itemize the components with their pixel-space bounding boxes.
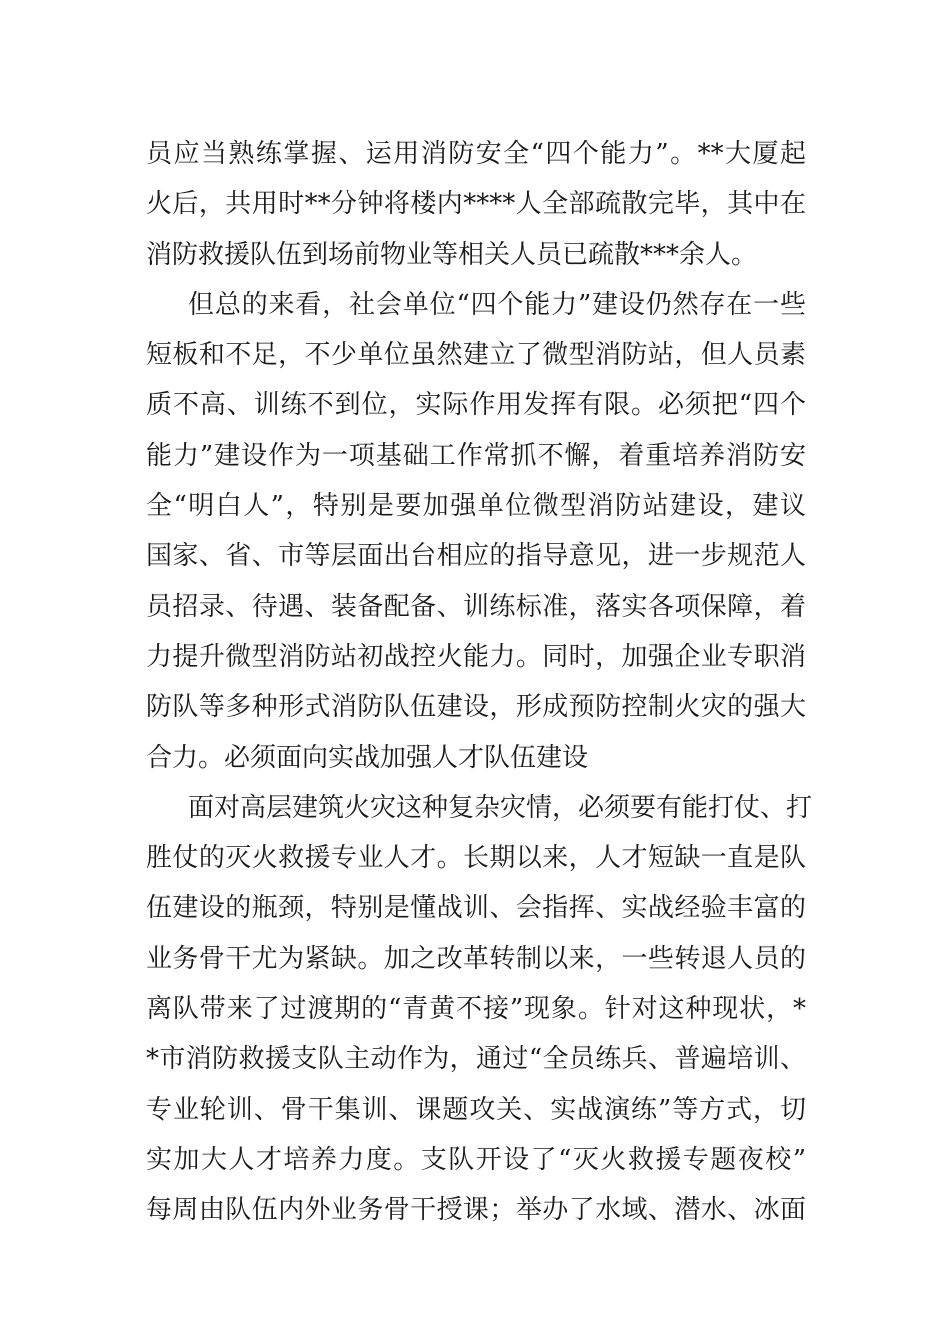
paragraph-2 [146, 280, 806, 783]
text-line: 实加大人才培养力度。支队开设了“灭火救援专题夜校” [146, 1144, 806, 1175]
text-line: 力提升微型消防站初战控火能力。同时，加强企业专职消 [146, 641, 806, 672]
text-line: 胜仗的灭火救援专业人才。长期以来，人才短缺一直是队 [146, 843, 806, 874]
text-line: 员应当熟练掌握、运用消防安全“四个能力”。**大厦起 [146, 139, 806, 169]
text-line: 但总的来看，社会单位“四个能力”建设仍然存在一些 [188, 289, 806, 320]
text-line: 国家、省、市等层面出台相应的指导意见，进一步规范人 [146, 541, 806, 572]
paragraph-3 [146, 783, 813, 1236]
text-line: 火后，共用时**分钟将楼内****人全部疏散完毕，其中在 [146, 189, 806, 220]
text-line: 防队等多种形式消防队伍建设，形成预防控制火灾的强大 [146, 692, 806, 723]
text-line: 质不高、训练不到位，实际作用发挥有限。必须把“四个 [146, 390, 806, 421]
document-body [146, 129, 813, 1236]
text-line: 每周由队伍内外业务骨干授课；举办了水域、潜水、冰面 [146, 1195, 806, 1226]
paragraph-1 [146, 129, 806, 280]
text-line: 伍建设的瓶颈，特别是懂战训、会指挥、实战经验丰富的 [146, 893, 806, 924]
text-line: *市消防救援支队主动作为，通过“全员练兵、普遍培训、 [146, 1044, 806, 1075]
text-line: 离队带来了过渡期的“青黄不接”现象。针对这种现状，* [146, 994, 806, 1025]
text-line: 短板和不足，不少单位虽然建立了微型消防站，但人员素 [146, 340, 806, 371]
text-line: 面对高层建筑火灾这种复杂灾情，必须要有能打仗、打 [188, 792, 813, 823]
text-line: 能力”建设作为一项基础工作常抓不懈，着重培养消防安 [146, 440, 806, 471]
text-line: 全“明白人”，特别是要加强单位微型消防站建设，建议 [146, 491, 806, 522]
text-line: 员招录、待遇、装备配备、训练标准，落实各项保障，着 [146, 591, 806, 622]
text-line: 消防救援队伍到场前物业等相关人员已疏散***余人。 [146, 239, 758, 270]
text-line: 合力。必须面向实战加强人才队伍建设 [146, 742, 589, 773]
text-line: 业务骨干尤为紧缺。加之改革转制以来，一些转退人员的 [146, 943, 806, 974]
text-line: 专业轮训、骨干集训、课题攻关、实战演练”等方式，切 [146, 1094, 806, 1125]
